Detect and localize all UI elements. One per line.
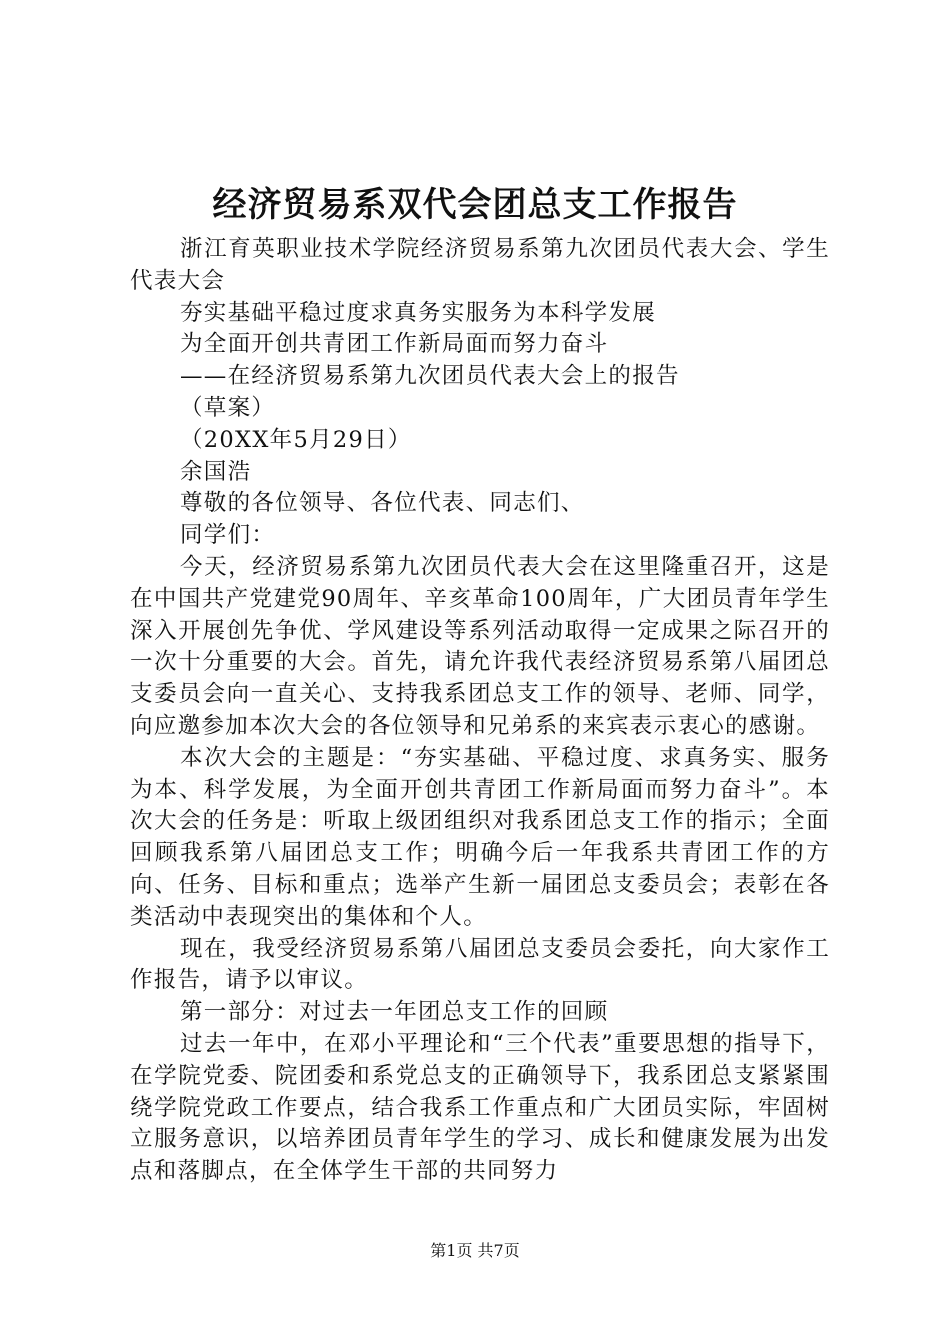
paragraph-subtitle: ——在经济贸易系第九次团员代表大会上的报告 xyxy=(180,363,680,390)
paragraph-body: 本次大会的主题是：“夯实基础、平稳过度、求真务实、服务为本、科学发展，为全面开创共青团工作新局面而努力奋斗”。本次大会的任务是：听取上级团组织对我系团总支工作的指示；全面回顾我系第八届团总支工作；明确今后一年我系共青团工作的方向、任务、目标和重点；选举产生新一届团总支委员会；表彰在各类活动中表现突出的集体和个人。 xyxy=(130,744,830,930)
paragraph-date: （20XX年5月29日） xyxy=(180,426,412,453)
section-heading: 第一部分：对过去一年团总支工作的回顾 xyxy=(180,999,609,1026)
paragraph-body: 今天，经济贸易系第九次团员代表大会在这里隆重召开，这是在中国共产党建党90周年、辛亥革命100周年，广大团员青年学生深入开展创先争优、学风建设等系列活动取得一定成果之际召开的一次十分重要的大会。首先，请允许我代表经济贸易系第八届团总支委员会向一直关心、支持我系团总支工作的领导、老师、同学，向应邀参加本次大会的各位领导和兄弟系的来宾表示衷心的感谢。 xyxy=(130,553,830,739)
document-title: 经济贸易系双代会团总支工作报告 xyxy=(212,185,738,225)
paragraph-slogan-2: 为全面开创共青团工作新局面而努力奋斗 xyxy=(180,331,609,358)
paragraph-slogan-1: 夯实基础平稳过度求真务实服务为本科学发展 xyxy=(180,299,657,326)
paragraph-body: 现在，我受经济贸易系第八届团总支委员会委托，向大家作工作报告，请予以审议。 xyxy=(130,935,830,994)
document-body xyxy=(130,234,830,1188)
page-number-footer: 第1页 共7页 xyxy=(430,1241,520,1260)
paragraph-draft-label: （草案） xyxy=(180,394,276,421)
paragraph-event-name: 浙江育英职业技术学院经济贸易系第九次团员代表大会、学生代表大会 xyxy=(130,236,830,294)
paragraph-body: 过去一年中，在邓小平理论和“三个代表”重要思想的指导下，在学院党委、院团委和系党总支的正确领导下，我系团总支紧紧围绕学院党政工作要点，结合我系工作重点和广大团员实际，牢固树立服务意识，以培养团员青年学生的学习、成长和健康发展为出发点和落脚点，在全体学生干部的共同努力 xyxy=(130,1030,830,1185)
paragraph-salutation-cont: 同学们： xyxy=(180,522,276,549)
paragraph-author: 余国浩 xyxy=(180,458,252,485)
paragraph-salutation: 尊敬的各位领导、各位代表、同志们、 xyxy=(180,490,585,517)
